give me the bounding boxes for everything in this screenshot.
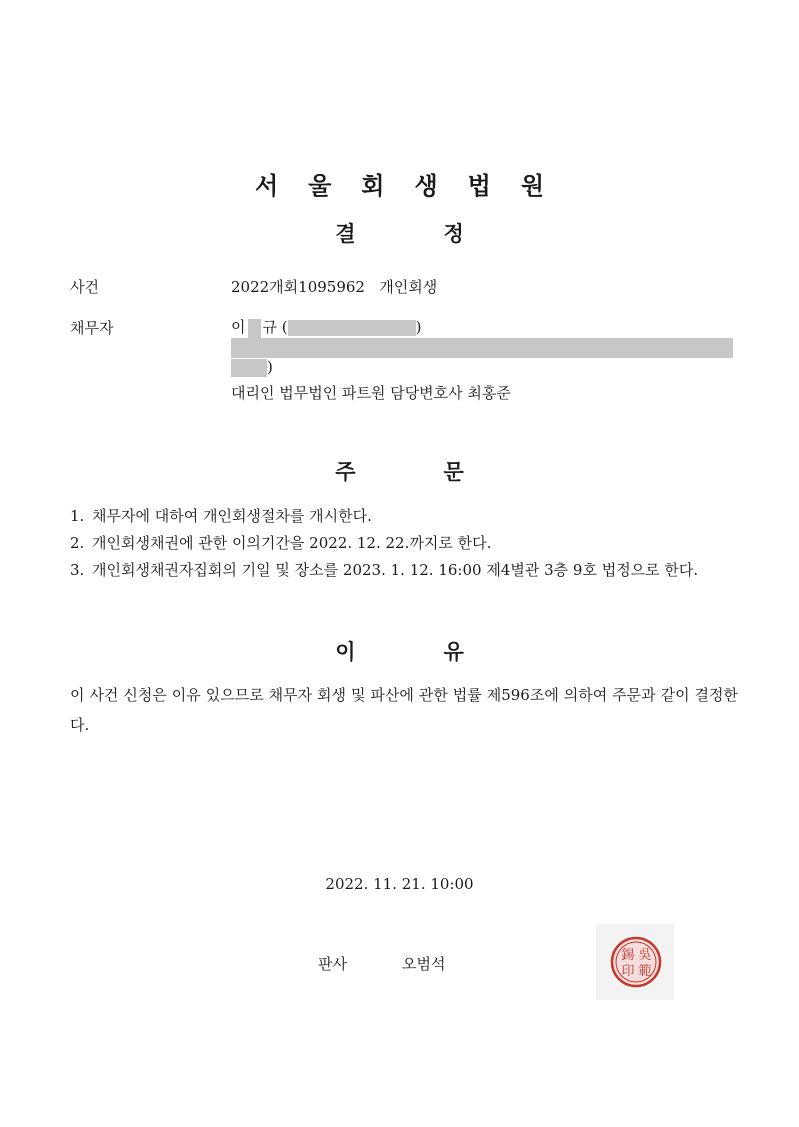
order-item <box>70 557 740 583</box>
reason-heading: 이유 <box>335 640 552 664</box>
order-item-number: 3. <box>70 561 85 579</box>
case-number: 2022개회1095962 <box>231 278 365 296</box>
judge-name: 오범석 <box>402 955 446 973</box>
reason-text: 이 사건 신청은 이유 있으므로 채무자 회생 및 파산에 관한 법률 제596조에 의하여 주문과 같이 결정한다. <box>70 686 738 734</box>
judge-seal <box>596 924 674 1000</box>
address-close-paren: ) <box>267 358 273 376</box>
redaction-block <box>248 319 261 338</box>
case-label: 사건 <box>70 278 99 296</box>
seal-char: 範 <box>638 964 652 979</box>
document-title: 결정 <box>335 222 552 246</box>
open-paren: ( <box>281 318 288 336</box>
seal-char: 錫 <box>621 948 635 963</box>
address-line-2 <box>231 358 273 377</box>
debtor-name-line <box>231 316 422 338</box>
order-item-number: 2. <box>70 534 85 552</box>
debtor-name-last: 규 <box>262 318 277 336</box>
seal-ring <box>612 938 660 986</box>
seal-char: 吳 <box>638 948 652 963</box>
debtor-name-first: 이 <box>231 318 246 336</box>
order-item-number: 1. <box>70 507 85 525</box>
case-type: 개인회생 <box>379 278 438 296</box>
seal-stamp-icon <box>610 936 662 988</box>
order-item-text: 채무자에 대하여 개인회생절차를 개시한다. <box>92 507 372 525</box>
order-item-text: 개인회생채권에 관한 이의기간을 2022. 12. 22.까지로 한다. <box>92 534 492 552</box>
redaction-block <box>288 320 416 336</box>
case-info <box>231 276 437 297</box>
order-item-text: 개인회생채권자집회의 기일 및 장소를 2023. 1. 12. 16:00 제4별관 3층 9호 법정으로 한다. <box>92 561 699 579</box>
court-name: 서울회생법원 <box>254 172 575 200</box>
decision-date: 2022. 11. 21. 10:00 <box>325 875 474 893</box>
close-paren: ) <box>415 318 422 336</box>
order-heading: 주문 <box>335 460 552 484</box>
debtor-agent: 대리인 법무법인 파트원 담당변호사 최홍준 <box>231 384 511 402</box>
redacted-address <box>231 338 733 358</box>
debtor-label: 채무자 <box>70 319 114 337</box>
judge-title: 판사 <box>318 955 347 973</box>
order-item <box>70 530 740 556</box>
redaction-block <box>231 359 267 377</box>
seal-char: 印 <box>621 964 635 979</box>
order-item <box>70 503 740 529</box>
